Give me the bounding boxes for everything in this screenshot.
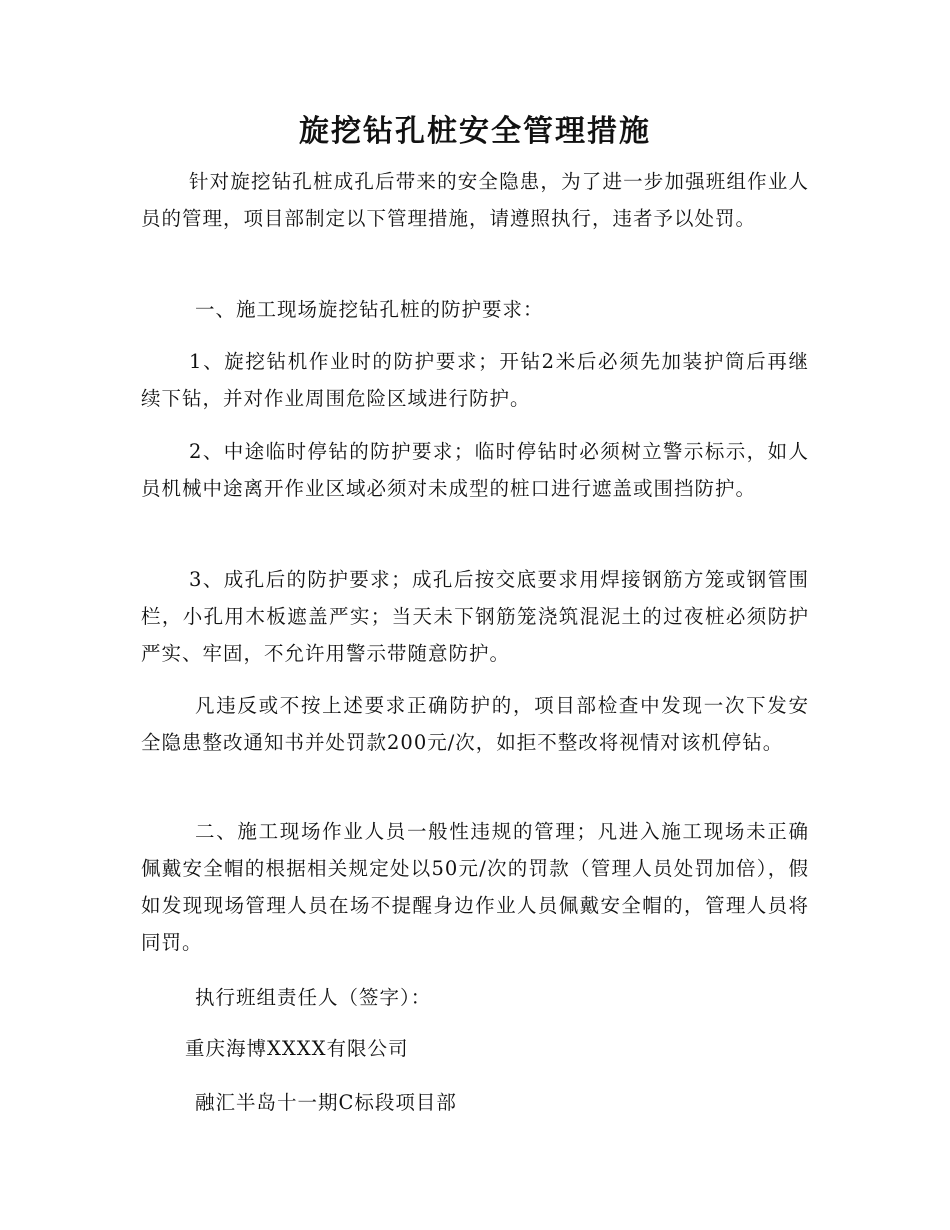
company-name: 重庆海博XXXX有限公司 [185, 1037, 409, 1060]
section1-heading: 一、施工现场旋挖钻孔桩的防护要求： [195, 298, 544, 321]
signature-label: 执行班组责任人（签字）： [195, 986, 432, 1009]
project-department: 融汇半岛十一期C标段项目部 [195, 1091, 457, 1114]
intro-paragraph: 针对旋挖钻孔桩成孔后带来的安全隐患，为了进一步加强班组作业人员的管理，项目部制定以下管理措施，请遵照执行，违者予以处罚。 [141, 170, 809, 230]
document-title: 旋挖钻孔桩安全管理措施 [299, 114, 651, 149]
section2-paragraph: 二、施工现场作业人员一般性违规的管理；凡进入施工现场未正确佩戴安全帽的根据相关规定处以50元/次的罚款（管理人员处罚加倍），假如发现现场管理人员在场不提醒身边作业人员佩戴安全帽的，管理人员将同罚。 [141, 820, 809, 954]
item3-paragraph: 3、成孔后的防护要求；成孔后按交底要求用焊接钢筋方笼或钢管围栏，小孔用木板遮盖严实；当天未下钢筋笼浇筑混泥土的过夜桩必须防护严实、牢固，不允许用警示带随意防护。 [141, 568, 809, 665]
item2-paragraph: 2、中途临时停钻的防护要求；临时停钻时必须树立警示标示，如人员机械中途离开作业区域必须对未成型的桩口进行遮盖或围挡防护。 [141, 440, 809, 500]
penalty-paragraph: 凡违反或不按上述要求正确防护的，项目部检查中发现一次下发安全隐患整改通知书并处罚款200元/次，如拒不整改将视情对该机停钻。 [141, 694, 809, 754]
item1-paragraph: 1、旋挖钻机作业时的防护要求；开钻2米后必须先加装护筒后再继续下钻，并对作业周围危险区域进行防护。 [141, 350, 809, 410]
